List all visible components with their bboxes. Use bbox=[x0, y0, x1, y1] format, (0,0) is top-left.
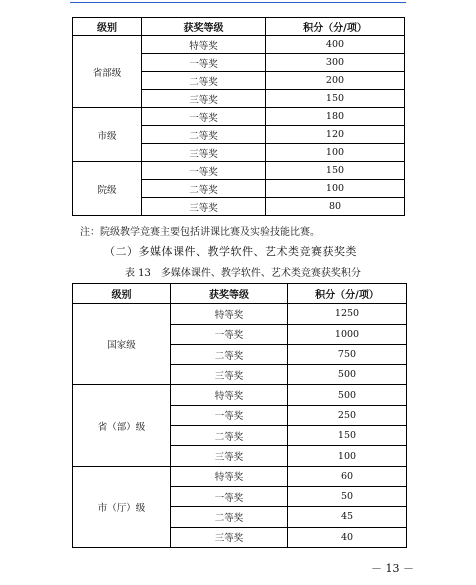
score-cell: 180 bbox=[266, 108, 405, 126]
score-cell: 1250 bbox=[288, 304, 407, 324]
score-cell: 60 bbox=[288, 466, 407, 486]
level-cell: 市级 bbox=[73, 108, 142, 162]
level-cell: 国家级 bbox=[73, 304, 171, 385]
award-cell: 特等奖 bbox=[171, 466, 288, 486]
award-cell: 特等奖 bbox=[171, 304, 288, 324]
score-cell: 1000 bbox=[288, 324, 407, 344]
award-cell: 三等奖 bbox=[142, 198, 266, 216]
score-cell: 45 bbox=[288, 507, 407, 527]
award-cell: 特等奖 bbox=[142, 36, 266, 54]
table-row bbox=[73, 304, 407, 324]
header-score: 积分（分/项） bbox=[266, 18, 405, 36]
award-cell: 一等奖 bbox=[171, 405, 288, 425]
score-cell: 150 bbox=[288, 426, 407, 446]
award-cell: 一等奖 bbox=[171, 324, 288, 344]
level-cell: 市（厅）级 bbox=[73, 466, 171, 547]
header-award: 获奖等级 bbox=[142, 18, 266, 36]
header-rule bbox=[70, 2, 406, 3]
award-cell: 三等奖 bbox=[171, 365, 288, 385]
award-cell: 一等奖 bbox=[171, 486, 288, 506]
level-cell: 省（部）级 bbox=[73, 385, 171, 466]
score-cell: 40 bbox=[288, 527, 407, 547]
score-cell: 500 bbox=[288, 365, 407, 385]
award-score-table-1 bbox=[72, 17, 405, 216]
award-cell: 二等奖 bbox=[142, 126, 266, 144]
score-cell: 400 bbox=[266, 36, 405, 54]
table-row bbox=[73, 385, 407, 405]
award-cell: 三等奖 bbox=[142, 90, 266, 108]
table-caption: 表 13 多媒体课件、教学软件、艺术类竞赛获奖积分 bbox=[125, 268, 361, 279]
table-note: 注：院级教学竞赛主要包括讲课比赛及实验技能比赛。 bbox=[80, 227, 320, 238]
award-cell: 一等奖 bbox=[142, 162, 266, 180]
table-body bbox=[73, 36, 405, 216]
header-award: 获奖等级 bbox=[171, 284, 288, 304]
score-cell: 250 bbox=[288, 405, 407, 425]
score-cell: 750 bbox=[288, 344, 407, 364]
table-body bbox=[73, 304, 407, 548]
score-cell: 50 bbox=[288, 486, 407, 506]
award-cell: 一等奖 bbox=[142, 54, 266, 72]
section-heading: （二）多媒体课件、教学软件、艺术类竞赛获奖类 bbox=[104, 245, 357, 258]
header-level: 级别 bbox=[73, 284, 171, 304]
table-row bbox=[73, 162, 405, 180]
award-cell: 二等奖 bbox=[142, 72, 266, 90]
score-cell: 100 bbox=[266, 180, 405, 198]
level-cell: 省部级 bbox=[73, 36, 142, 108]
table-row bbox=[73, 36, 405, 54]
score-cell: 120 bbox=[266, 126, 405, 144]
score-cell: 80 bbox=[266, 198, 405, 216]
award-cell: 一等奖 bbox=[142, 108, 266, 126]
score-cell: 200 bbox=[266, 72, 405, 90]
award-cell: 二等奖 bbox=[171, 344, 288, 364]
header-level: 级别 bbox=[73, 18, 142, 36]
header-score: 积分（分/项） bbox=[288, 284, 407, 304]
award-cell: 三等奖 bbox=[142, 144, 266, 162]
score-cell: 100 bbox=[266, 144, 405, 162]
award-cell: 二等奖 bbox=[171, 426, 288, 446]
award-cell: 三等奖 bbox=[171, 446, 288, 466]
award-cell: 二等奖 bbox=[171, 507, 288, 527]
level-cell: 院级 bbox=[73, 162, 142, 216]
table-row bbox=[73, 108, 405, 126]
table-row bbox=[73, 466, 407, 486]
award-score-table-2 bbox=[72, 283, 407, 548]
score-cell: 100 bbox=[288, 446, 407, 466]
award-cell: 二等奖 bbox=[142, 180, 266, 198]
score-cell: 150 bbox=[266, 90, 405, 108]
award-cell: 三等奖 bbox=[171, 527, 288, 547]
award-cell: 特等奖 bbox=[171, 385, 288, 405]
score-cell: 300 bbox=[266, 54, 405, 72]
table-header-row bbox=[73, 284, 407, 304]
score-cell: 150 bbox=[266, 162, 405, 180]
page-number: － 13 － bbox=[371, 562, 414, 575]
table-header-row bbox=[73, 18, 405, 36]
score-cell: 500 bbox=[288, 385, 407, 405]
